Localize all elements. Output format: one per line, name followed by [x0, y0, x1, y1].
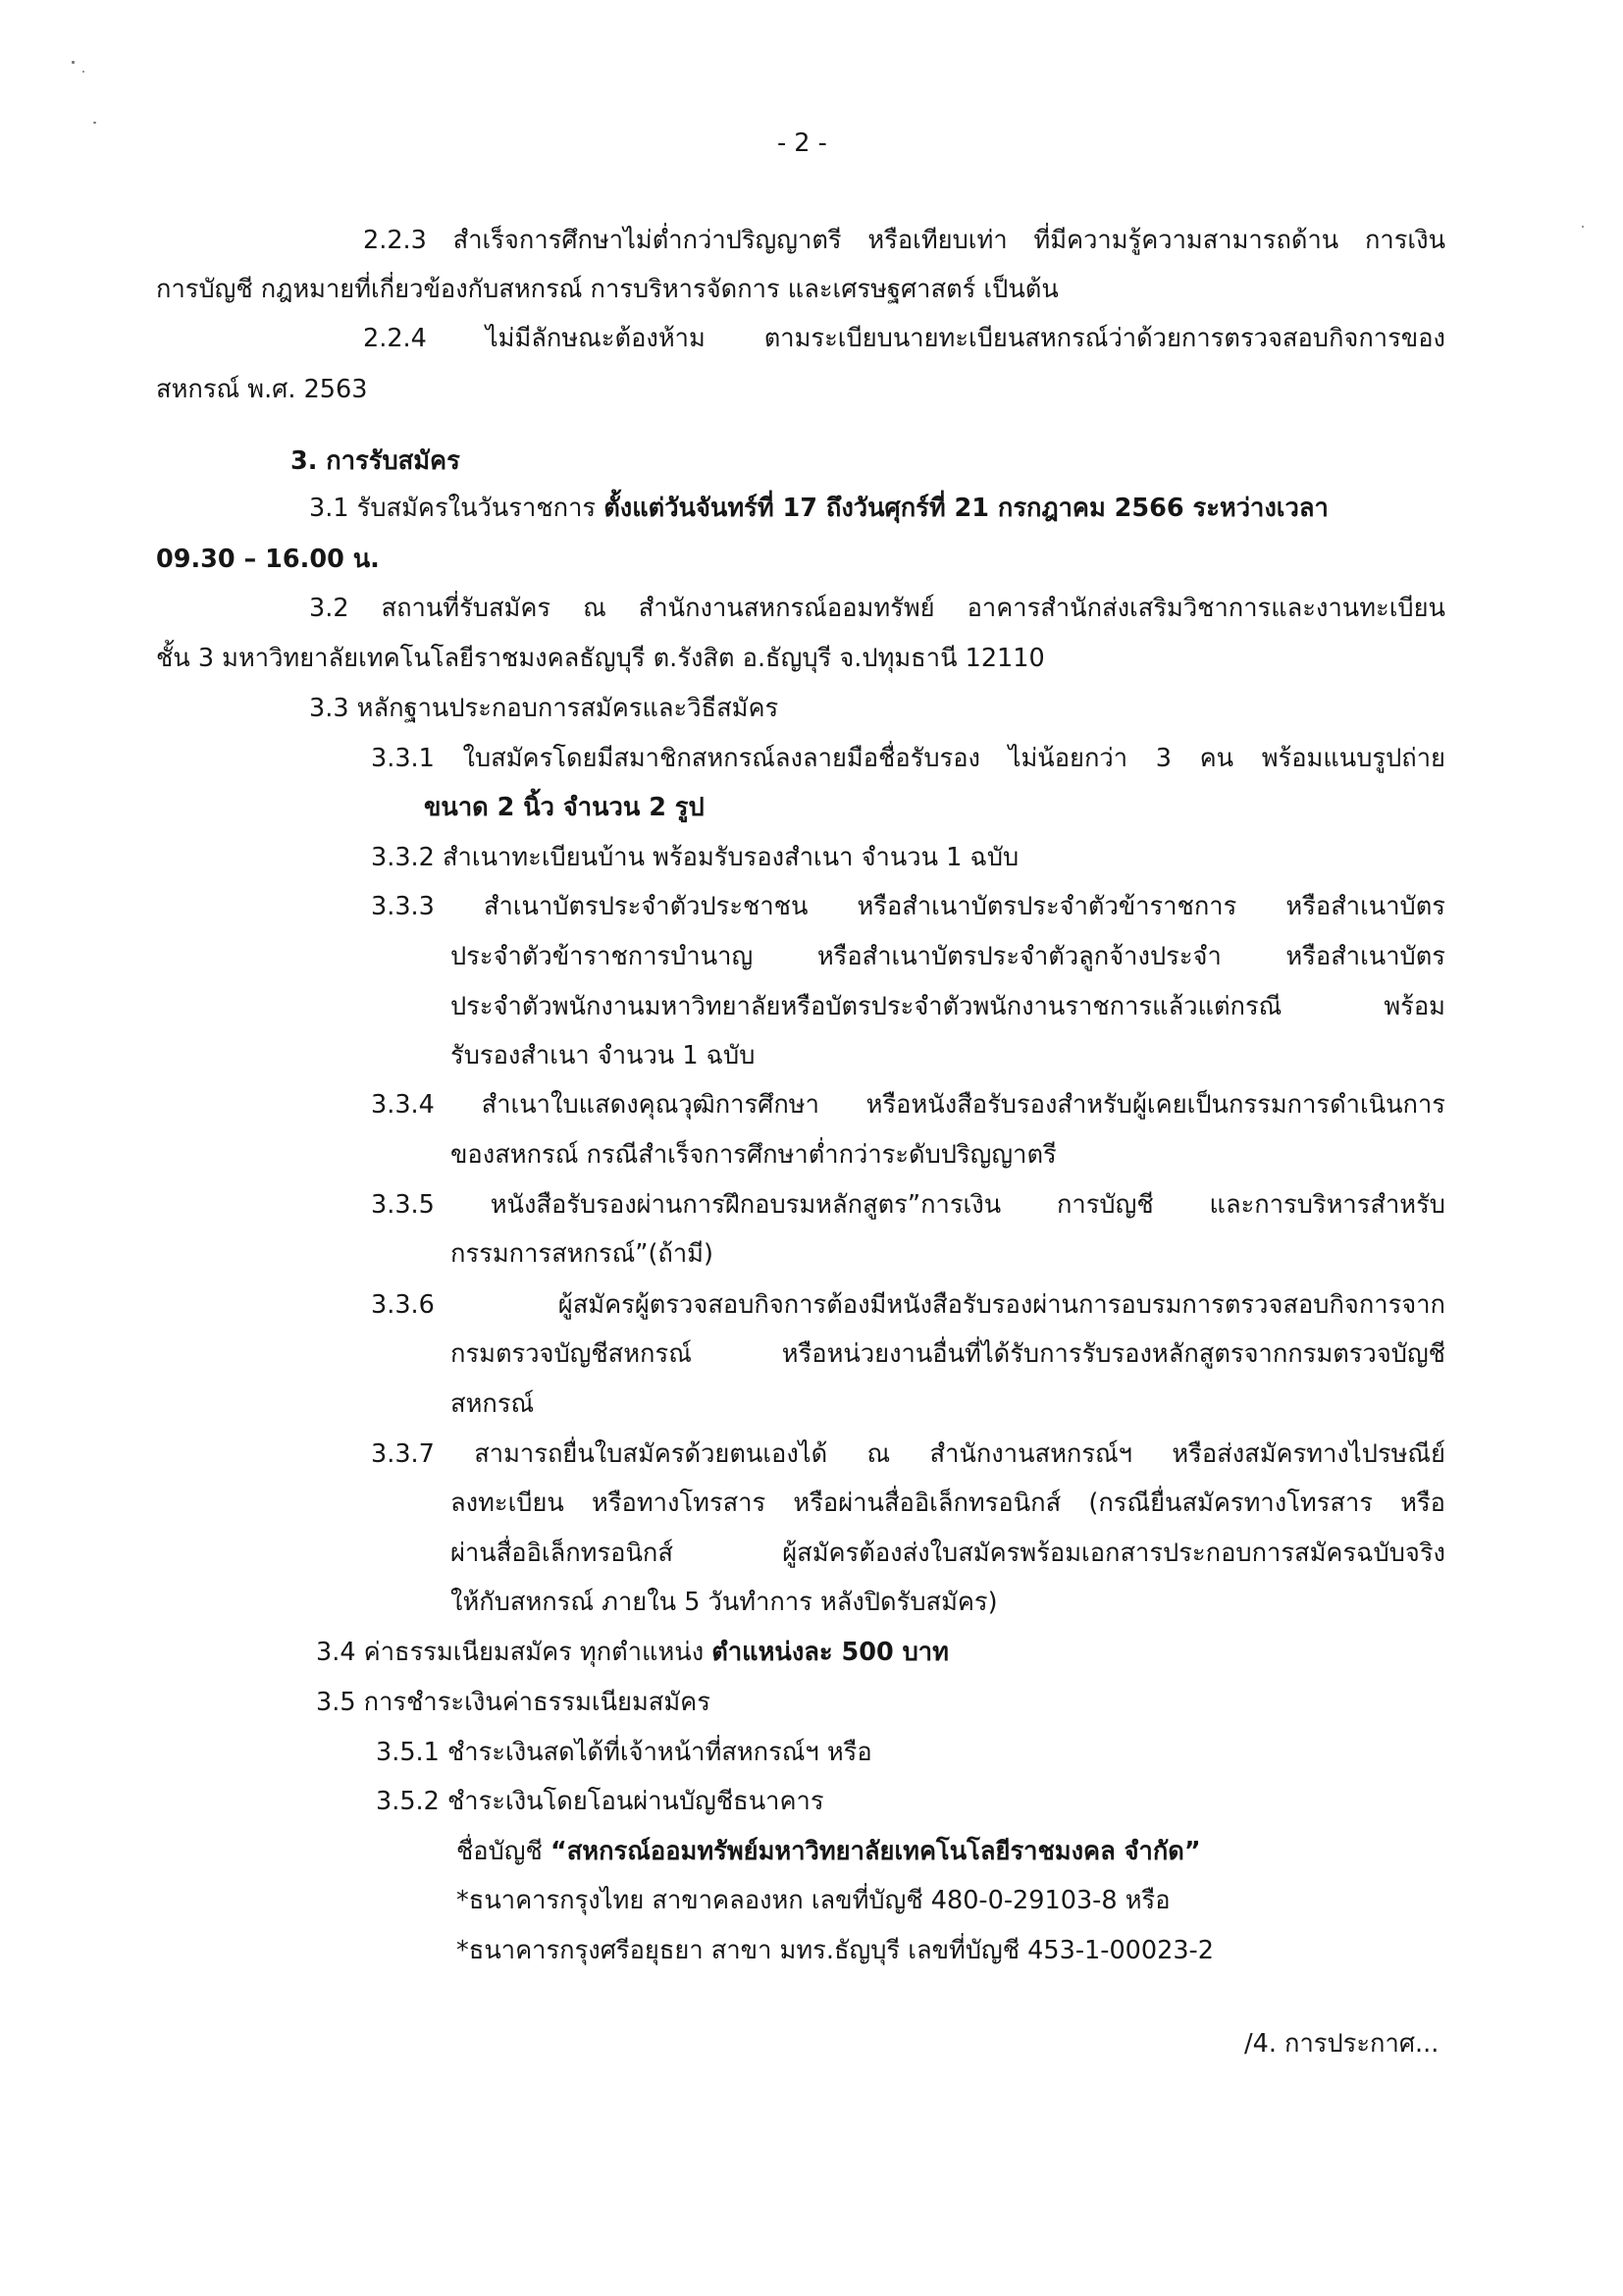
- scan-speck: [93, 122, 96, 124]
- section-3-3: 3.3 หลักฐานประกอบการสมัครและวิธีสมัคร: [309, 694, 779, 723]
- bank-account-1: *ธนาคารกรุงไทย สาขาคลองหก เลขที่บัญชี 480-0-29103-8 หรือ: [456, 1886, 1171, 1915]
- section-3-1-line-2: 09.30 – 16.00 น.: [156, 545, 380, 574]
- section-3-3-3-line-2: ประจำตัวข้าราชการบำนาญ หรือสำเนาบัตรประจำตัวลูกจ้างประจำ หรือสำเนาบัตร: [450, 942, 1445, 971]
- section-3-1-text: 3.1 รับสมัครในวันราชการ: [309, 494, 604, 523]
- account-name-label: ชื่อบัญชี: [456, 1837, 550, 1866]
- bank-account-2: *ธนาคารกรุงศรีอยุธยา สาขา มทร.ธัญบุรี เลขที่บัญชี 453-1-00023-2: [456, 1936, 1214, 1965]
- section-2-2-3-line-1: 2.2.3 สำเร็จการศึกษาไม่ต่ำกว่าปริญญาตรี หรือเทียบเท่า ที่มีความรู้ความสามารถด้าน การเงิน: [363, 226, 1445, 255]
- scan-speck: [1582, 226, 1584, 228]
- section-3-3-7-line-2: ลงทะเบียน หรือทางโทรสาร หรือผ่านสื่ออิเล็กทรอนิกส์ (กรณียื่นสมัครทางโทรสาร หรือ: [450, 1488, 1445, 1518]
- account-name: [456, 1834, 1201, 1869]
- section-3-3-7-line-1: 3.3.7 สามารถยื่นใบสมัครด้วยตนเองได้ ณ สำนักงานสหกรณ์ฯ หรือส่งสมัครทางไปรษณีย์: [371, 1439, 1445, 1469]
- section-3-3-7-line-3: ผ่านสื่ออิเล็กทรอนิกส์ ผู้สมัครต้องส่งใบสมัครพร้อมเอกสารประกอบการสมัครฉบับจริง: [450, 1539, 1445, 1568]
- section-3-5-1: 3.5.1 ชำระเงินสดได้ที่เจ้าหน้าที่สหกรณ์ฯ หรือ: [376, 1738, 872, 1767]
- section-3-1-line-1: [309, 491, 1329, 526]
- section-3-3-4-line-1: 3.3.4 สำเนาใบแสดงคุณวุฒิการศึกษา หรือหนังสือรับรองสำหรับผู้เคยเป็นกรรมการดำเนินการ: [371, 1090, 1445, 1120]
- section-3-5-2: 3.5.2 ชำระเงินโดยโอนผ่านบัญชีธนาคาร: [376, 1787, 824, 1816]
- continuation-note: /4. การประกาศ...: [1244, 2029, 1440, 2059]
- section-3-3-4-line-2: ของสหกรณ์ กรณีสำเร็จการศึกษาต่ำกว่าระดับปริญญาตรี: [450, 1140, 1057, 1170]
- scan-speck: [72, 61, 75, 64]
- page-number: - 2 -: [777, 129, 827, 158]
- section-3-3-5-line-1: 3.3.5 หนังสือรับรองผ่านการฝึกอบรมหลักสูตร”การเงิน การบัญชี และการบริหารสำหรับ: [371, 1190, 1445, 1220]
- section-3-3-1-line-1: 3.3.1 ใบสมัครโดยมีสมาชิกสหกรณ์ลงลายมือชื่อรับรอง ไม่น้อยกว่า 3 คน พร้อมแนบรูปถ่าย: [371, 744, 1445, 773]
- section-2-2-4-line-2: สหกรณ์ พ.ศ. 2563: [156, 375, 368, 404]
- scan-speck: [82, 71, 84, 73]
- section-3-heading: 3. การรับสมัคร: [290, 446, 460, 476]
- section-3-3-3-line-1: 3.3.3 สำเนาบัตรประจำตัวประชาชน หรือสำเนาบัตรประจำตัวข้าราชการ หรือสำเนาบัตร: [371, 892, 1445, 921]
- section-3-1-dates: ตั้งแต่วันจันทร์ที่ 17 ถึงวันศุกร์ที่ 21 กรกฎาคม 2566 ระหว่างเวลา: [603, 494, 1329, 523]
- section-3-4-text: 3.4 ค่าธรรมเนียมสมัคร ทุกตำแหน่ง: [316, 1638, 712, 1667]
- section-3-3-7-line-4: ให้กับสหกรณ์ ภายใน 5 วันทำการ หลังปิดรับสมัคร): [450, 1588, 998, 1617]
- section-3-3-2: 3.3.2 สำเนาทะเบียนบ้าน พร้อมรับรองสำเนา จำนวน 1 ฉบับ: [371, 843, 1020, 872]
- section-3-3-6-line-1: 3.3.6 ผู้สมัครผู้ตรวจสอบกิจการต้องมีหนังสือรับรองผ่านการอบรมการตรวจสอบกิจการจาก: [371, 1290, 1445, 1320]
- section-3-2-line-1: 3.2 สถานที่รับสมัคร ณ สำนักงานสหกรณ์ออมทรัพย์ อาคารสำนักส่งเสริมวิชาการและงานทะเบียน: [309, 594, 1445, 623]
- section-3-4-fee: ตำแหน่งละ 500 บาท: [711, 1638, 949, 1667]
- section-3-3-1-line-2: ขนาด 2 นิ้ว จำนวน 2 รูป: [424, 793, 705, 822]
- section-3-5: 3.5 การชำระเงินค่าธรรมเนียมสมัคร: [316, 1688, 710, 1717]
- section-3-4: [316, 1635, 949, 1670]
- section-3-3-6-line-3: สหกรณ์: [450, 1389, 535, 1419]
- section-3-3-6-line-2: กรมตรวจบัญชีสหกรณ์ หรือหน่วยงานอื่นที่ได้รับการรับรองหลักสูตรจากกรมตรวจบัญชี: [450, 1339, 1445, 1369]
- section-3-3-3-line-4: รับรองสำเนา จำนวน 1 ฉบับ: [450, 1041, 756, 1070]
- section-2-2-3-line-2: การบัญชี กฎหมายที่เกี่ยวข้องกับสหกรณ์ การบริหารจัดการ และเศรษฐศาสตร์ เป็นต้น: [156, 275, 1059, 304]
- section-3-3-3-line-3: ประจำตัวพนักงานมหาวิทยาลัยหรือบัตรประจำตัวพนักงานราชการแล้วแต่กรณี พร้อม: [450, 992, 1445, 1021]
- section-2-2-4-line-1: 2.2.4 ไม่มีลักษณะต้องห้าม ตามระเบียบนายทะเบียนสหกรณ์ว่าด้วยการตรวจสอบกิจการของ: [363, 324, 1445, 353]
- section-3-3-5-line-2: กรรมการสหกรณ์”(ถ้ามี): [450, 1239, 713, 1269]
- section-3-2-line-2: ชั้น 3 มหาวิทยาลัยเทคโนโลยีราชมงคลธัญบุรี ต.รังสิต อ.ธัญบุรี จ.ปทุมธานี 12110: [156, 644, 1045, 673]
- account-name-value: “สหกรณ์ออมทรัพย์มหาวิทยาลัยเทคโนโลยีราชมงคล จำกัด”: [550, 1837, 1201, 1866]
